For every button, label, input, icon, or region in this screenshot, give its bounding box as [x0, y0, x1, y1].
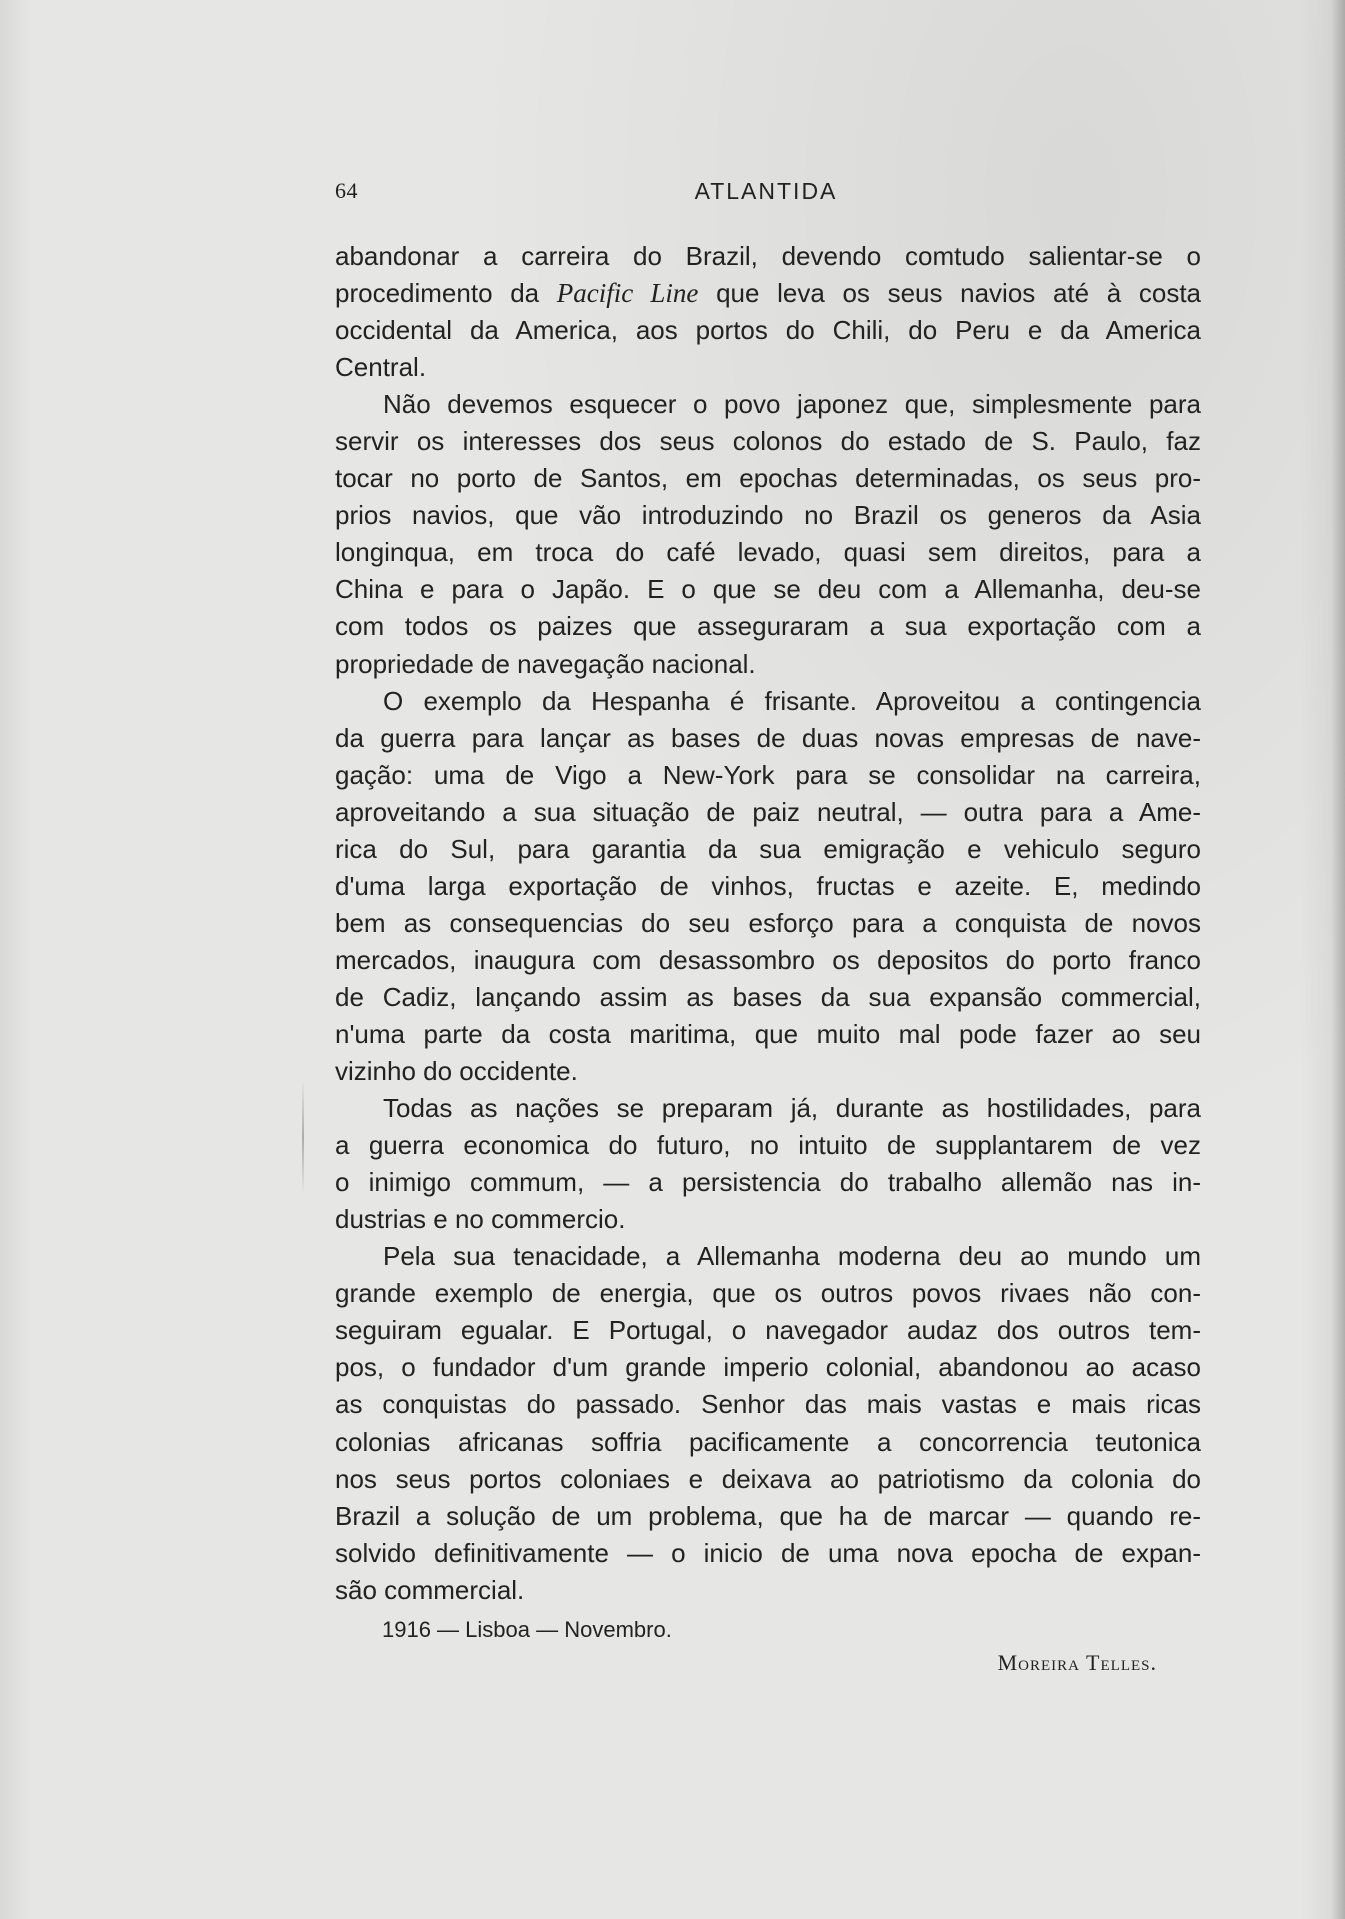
margin-mark: [302, 1080, 304, 1195]
page-edge-shadow: [1331, 0, 1345, 1919]
text-line: grande exemplo de energia, que os outros povos rivaes não con-: [335, 1278, 1201, 1309]
text-line: são commercial.: [335, 1574, 525, 1605]
text-line: a guerra economica do futuro, no intuito de supplantarem de vez: [335, 1130, 1201, 1161]
text-line: d'uma larga exportação de vinhos, fructas e azeite. E, medindo: [335, 870, 1201, 901]
dateline: 1916 — Lisboa — Novembro.: [382, 1617, 672, 1642]
text-line: tocar no porto de Santos, em epochas determinadas, os seus pro-: [335, 463, 1201, 494]
text-line: solvido definitivamente — o inicio de uma nova epocha de expan-: [335, 1537, 1201, 1568]
running-title: ATLANTIDA: [694, 178, 838, 204]
italic-name: Pacific Line: [556, 278, 699, 309]
text-line: Pela sua tenacidade, a Allemanha moderna deu ao mundo um: [383, 1241, 1201, 1272]
text-line: longinqua, em troca do café levado, quasi sem direitos, para a: [335, 537, 1201, 568]
text-line: bem as consequencias do seu esforço para a conquista de novos: [335, 907, 1201, 938]
text-line: abandonar a carreira do Brazil, devendo comtudo salientar-se o: [335, 241, 1201, 271]
text-line: propriedade de navegação nacional.: [335, 648, 756, 679]
page-number: 64: [335, 178, 358, 203]
text-line: mercados, inaugura com desassombro os depositos do porto franco: [335, 944, 1201, 975]
author-signature: Moreira Telles.: [997, 1650, 1157, 1675]
text-line: gação: uma de Vigo a New-York para se consolidar na carreira,: [335, 759, 1201, 790]
text-line: Não devemos esquecer o povo japonez que, simplesmente para: [383, 389, 1201, 420]
text-line: Todas as nações se preparam já, durante as hostilidades, para: [383, 1093, 1201, 1124]
text-line: rica do Sul, para garantia da sua emigração e vehiculo seguro: [335, 833, 1201, 864]
text-line: o inimigo commum, — a persistencia do trabalho allemão nas in-: [335, 1167, 1201, 1198]
text-line: as conquistas do passado. Senhor das mais vastas e mais ricas: [335, 1389, 1201, 1420]
text-line: dustrias e no commercio.: [335, 1204, 626, 1235]
text-line: nos seus portos coloniaes e deixava ao patriotismo da colonia do: [335, 1463, 1201, 1494]
text-line: pos, o fundador d'um grande imperio colonial, abandonou ao acaso: [335, 1352, 1201, 1383]
text-line: vizinho do occidente.: [335, 1056, 578, 1087]
text-line: Central.: [335, 352, 427, 383]
text-line: prios navios, que vão introduzindo no Brazil os generos da Asia: [335, 500, 1201, 531]
text-line: seguiram egualar. E Portugal, o navegador audaz dos outros tem-: [335, 1315, 1201, 1346]
text-line: com todos os paizes que asseguraram a sua exportação com a: [335, 611, 1201, 642]
text-line: de Cadiz, lançando assim as bases da sua expansão commercial,: [335, 981, 1201, 1012]
text-line: colonias africanas soffria pacificamente a concorrencia teutonica: [335, 1426, 1201, 1457]
text-line: occidental da America, aos portos do Chili, do Peru e da America: [335, 315, 1201, 346]
text-line: Brazil a solução de um problema, que ha de marcar — quando re-: [335, 1500, 1201, 1531]
text-line: n'uma parte da costa maritima, que muito mal pode fazer ao seu: [335, 1018, 1201, 1049]
text-line: da guerra para lançar as bases de duas novas empresas de nave-: [335, 722, 1201, 753]
page-header: [335, 178, 1197, 208]
text-line: aproveitando a sua situação de paiz neutral, — outra para a Ame-: [335, 796, 1201, 827]
text-line: servir os interesses dos seus colonos do estado de S. Paulo, faz: [335, 426, 1201, 457]
text-line: O exemplo da Hespanha é frisante. Aproveitou a contingencia: [383, 685, 1201, 716]
body-text: [335, 238, 1201, 1609]
text-line: procedimento da Pacific Line que leva os seus navios até à costa: [335, 278, 1202, 309]
text-line: China e para o Japão. E o que se deu com a Allemanha, deu-se: [335, 574, 1201, 605]
